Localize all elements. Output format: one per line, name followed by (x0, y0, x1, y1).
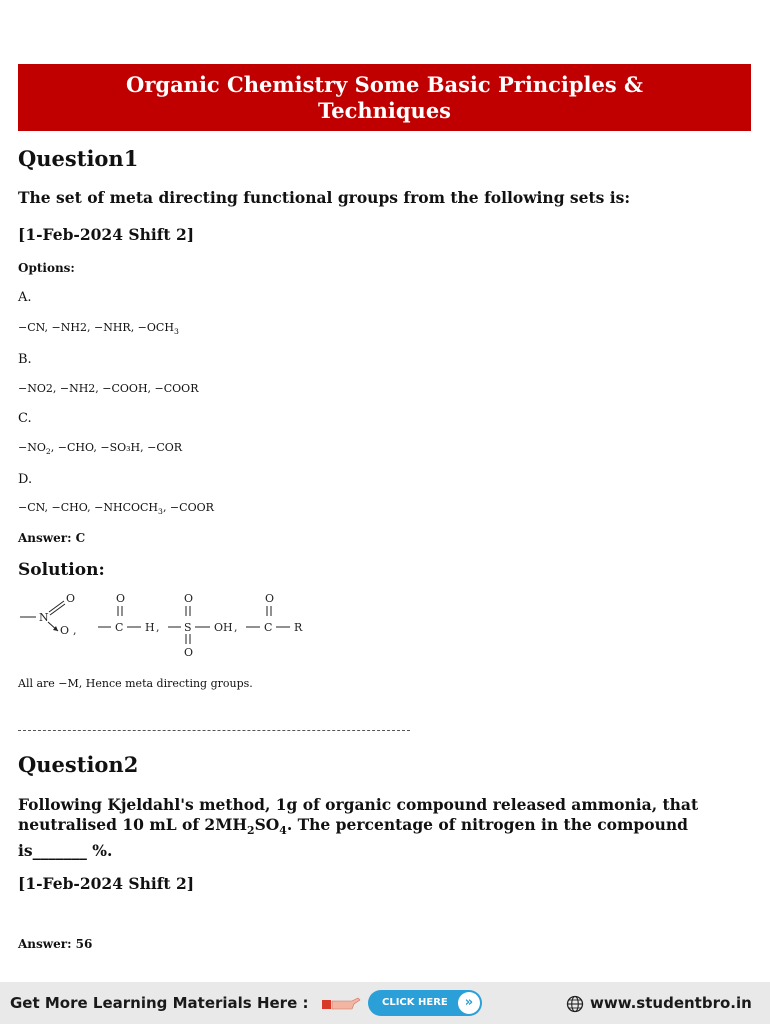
solution-note: All are −M, Hence meta directing groups. (18, 677, 253, 690)
svg-text:,: , (156, 621, 160, 634)
question-2-heading: Question2 (18, 752, 139, 777)
svg-text:C: C (115, 621, 124, 634)
question-1-text: The set of meta directing functional groups from the following sets is: (18, 188, 631, 207)
page-title: Organic Chemistry Some Basic Principles & Techniques (126, 71, 643, 123)
svg-text:O: O (66, 592, 76, 605)
svg-text:H: H (145, 621, 155, 634)
svg-text:N: N (39, 611, 49, 624)
website-link[interactable]: www.studentbro.in (590, 994, 752, 1012)
svg-text:O: O (184, 592, 194, 605)
page-title-banner (18, 64, 751, 131)
footer-bar (0, 982, 770, 1024)
svg-text:O: O (184, 646, 194, 659)
svg-text:O: O (265, 592, 275, 605)
svg-text:C: C (264, 621, 273, 634)
option-c-letter: C. (18, 411, 32, 426)
svg-text:OH: OH (214, 621, 233, 634)
question-2-answer: Answer: 56 (18, 937, 93, 951)
question-1-answer: Answer: C (18, 531, 86, 545)
svg-text:,: , (73, 624, 77, 637)
pointing-hand-icon (322, 995, 362, 1013)
question-1-tag: [1-Feb-2024 Shift 2] (18, 225, 195, 244)
option-d-letter: D. (18, 472, 33, 487)
question-divider (18, 730, 410, 731)
svg-text:O: O (116, 592, 126, 605)
footer-promo-text: Get More Learning Materials Here : (10, 994, 309, 1012)
options-label: Options: (18, 261, 75, 275)
svg-text:O: O (60, 624, 70, 637)
option-b-letter: B. (18, 352, 32, 367)
question-1-heading: Question1 (18, 146, 139, 171)
question-2-text: Following Kjeldahl's method, 1g of organic compound released ammonia, that neutralised 10 mL of $2MH_2SO_4$. The percentage of nitrogen in the compound is_______ %. (18, 795, 699, 861)
option-a-letter: A. (18, 290, 32, 305)
svg-text:,: , (234, 621, 238, 634)
solution-heading: Solution: (18, 560, 105, 580)
option-a-text: −CN, −NH2, −NHR, $-OCH_3$ (18, 321, 179, 337)
click-here-button[interactable]: CLICK HERE » (368, 990, 482, 1016)
svg-text:R: R (294, 621, 303, 634)
option-d-text: −CN, −CHO, $-NHCOCH_3$, −COOR (18, 501, 214, 517)
double-chevron-right-icon: » (458, 992, 480, 1014)
svg-text:S: S (184, 621, 192, 634)
option-b-text: −NO2, −NH2, −COOH, −COOR (18, 382, 199, 395)
option-c-text: $-NO_2$, −CHO, −SO₃H, −COR (18, 441, 183, 457)
question-2-tag: [1-Feb-2024 Shift 2] (18, 874, 195, 893)
solution-structures-image (18, 588, 318, 664)
